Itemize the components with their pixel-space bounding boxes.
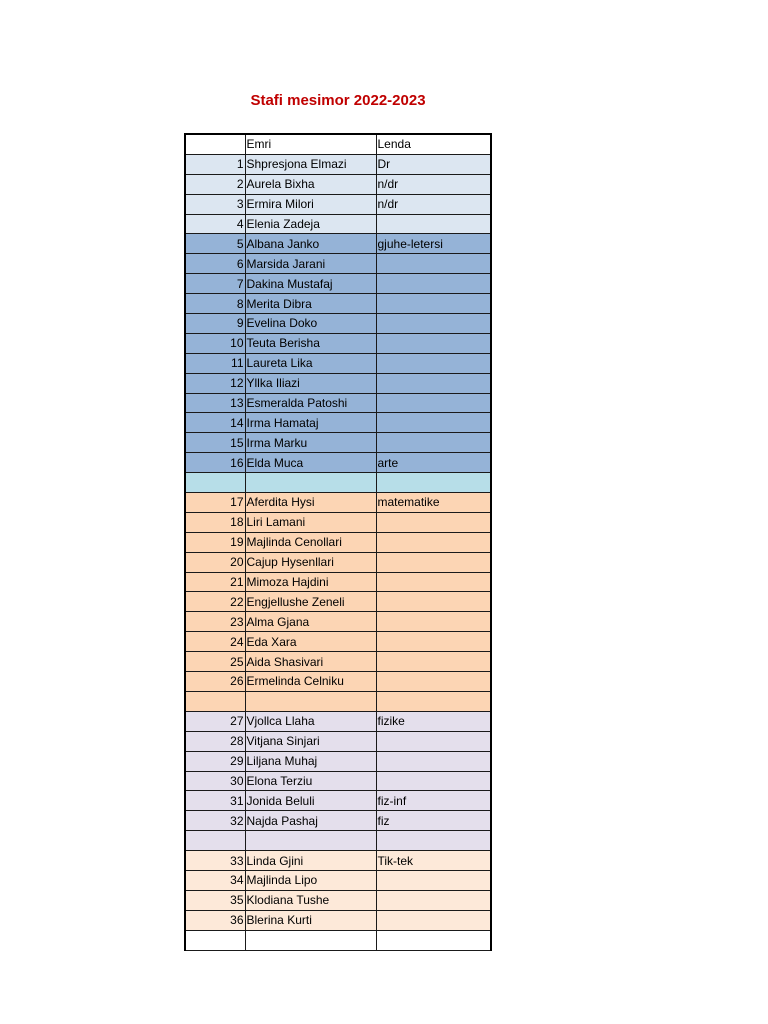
cell-subject xyxy=(376,333,491,353)
cell-number: 27 xyxy=(185,711,245,731)
cell-number: 24 xyxy=(185,632,245,652)
cell-name: Yllka Iliazi xyxy=(245,373,376,393)
cell-name xyxy=(245,831,376,851)
cell-number: 35 xyxy=(185,890,245,910)
cell-number: 13 xyxy=(185,393,245,413)
cell-name: Teuta Berisha xyxy=(245,333,376,353)
cell-name: Aurela Bixha xyxy=(245,174,376,194)
cell-number xyxy=(185,473,245,493)
cell-subject: Tik-tek xyxy=(376,851,491,871)
cell-number: 20 xyxy=(185,552,245,572)
cell-name: Elona Terziu xyxy=(245,771,376,791)
cell-subject xyxy=(376,314,491,334)
table-row xyxy=(185,691,491,711)
cell-subject xyxy=(376,930,491,950)
cell-name: Marsida Jarani xyxy=(245,254,376,274)
cell-number xyxy=(185,831,245,851)
cell-subject: fiz xyxy=(376,811,491,831)
table-row xyxy=(185,791,491,811)
cell-number: 9 xyxy=(185,314,245,334)
cell-name: Irma Hamataj xyxy=(245,413,376,433)
cell-subject: gjuhe-letersi xyxy=(376,234,491,254)
cell-name: Evelina Doko xyxy=(245,314,376,334)
cell-number: 32 xyxy=(185,811,245,831)
cell-name: Aida Shasivari xyxy=(245,652,376,672)
cell-subject xyxy=(376,751,491,771)
table-row xyxy=(185,910,491,930)
cell-number: 16 xyxy=(185,453,245,473)
cell-number: 30 xyxy=(185,771,245,791)
cell-number xyxy=(185,930,245,950)
cell-name: Vitjana Sinjari xyxy=(245,731,376,751)
cell-number: 18 xyxy=(185,512,245,532)
cell-number: 11 xyxy=(185,353,245,373)
cell-subject xyxy=(376,592,491,612)
cell-number: 8 xyxy=(185,294,245,314)
cell-subject xyxy=(376,214,491,234)
cell-subject xyxy=(376,612,491,632)
table-row xyxy=(185,512,491,532)
cell-subject: n/dr xyxy=(376,194,491,214)
table-row xyxy=(185,413,491,433)
cell-number: 5 xyxy=(185,234,245,254)
cell-subject xyxy=(376,473,491,493)
table-row xyxy=(185,711,491,731)
table-row xyxy=(185,771,491,791)
table-row xyxy=(185,294,491,314)
table-row xyxy=(185,731,491,751)
cell-subject xyxy=(376,433,491,453)
page-title: Stafi mesimor 2022-2023 xyxy=(250,92,426,109)
cell-number: 7 xyxy=(185,274,245,294)
table-row xyxy=(185,532,491,552)
cell-name: Eda Xara xyxy=(245,632,376,652)
table-row xyxy=(185,473,491,493)
cell-subject xyxy=(376,552,491,572)
cell-name: Irma Marku xyxy=(245,433,376,453)
cell-name: Elda Muca xyxy=(245,453,376,473)
cell-number: 6 xyxy=(185,254,245,274)
cell-subject xyxy=(376,632,491,652)
table-row xyxy=(185,214,491,234)
cell-number: 29 xyxy=(185,751,245,771)
table-row xyxy=(185,314,491,334)
cell-name: Albana Janko xyxy=(245,234,376,254)
table-row xyxy=(185,930,491,950)
header-cell-subject: Lenda xyxy=(376,134,491,154)
cell-number: 25 xyxy=(185,652,245,672)
cell-number: 12 xyxy=(185,373,245,393)
cell-name xyxy=(245,473,376,493)
table-row xyxy=(185,453,491,473)
header-cell-name: Emri xyxy=(245,134,376,154)
cell-subject xyxy=(376,731,491,751)
cell-subject xyxy=(376,532,491,552)
cell-subject: Dr xyxy=(376,154,491,174)
cell-subject xyxy=(376,254,491,274)
cell-name: Merita Dibra xyxy=(245,294,376,314)
cell-number: 4 xyxy=(185,214,245,234)
cell-subject xyxy=(376,413,491,433)
header-cell-number xyxy=(185,134,245,154)
table-row xyxy=(185,831,491,851)
cell-subject: fizike xyxy=(376,711,491,731)
table-row xyxy=(185,174,491,194)
cell-number: 15 xyxy=(185,433,245,453)
cell-name: Vjollca Llaha xyxy=(245,711,376,731)
cell-number: 14 xyxy=(185,413,245,433)
cell-number: 1 xyxy=(185,154,245,174)
table-row xyxy=(185,751,491,771)
cell-name: Blerina Kurti xyxy=(245,910,376,930)
cell-name: Ermelinda Celniku xyxy=(245,672,376,692)
cell-name: Liljana Muhaj xyxy=(245,751,376,771)
cell-subject xyxy=(376,294,491,314)
table-row xyxy=(185,333,491,353)
table-row xyxy=(185,254,491,274)
cell-name: Aferdita Hysi xyxy=(245,493,376,513)
table-row xyxy=(185,493,491,513)
table-header-row xyxy=(185,134,491,154)
cell-name: Mimoza Hajdini xyxy=(245,572,376,592)
table-row xyxy=(185,851,491,871)
cell-number: 23 xyxy=(185,612,245,632)
cell-name: Dakina Mustafaj xyxy=(245,274,376,294)
cell-subject xyxy=(376,870,491,890)
cell-name xyxy=(245,691,376,711)
cell-subject xyxy=(376,393,491,413)
table-row xyxy=(185,274,491,294)
table-row xyxy=(185,234,491,254)
cell-number xyxy=(185,691,245,711)
cell-name: Laureta Lika xyxy=(245,353,376,373)
cell-subject xyxy=(376,771,491,791)
cell-name: Esmeralda Patoshi xyxy=(245,393,376,413)
table-row xyxy=(185,552,491,572)
cell-name: Jonida Beluli xyxy=(245,791,376,811)
cell-name: Linda Gjini xyxy=(245,851,376,871)
cell-name: Shpresjona Elmazi xyxy=(245,154,376,174)
cell-number: 10 xyxy=(185,333,245,353)
table-row xyxy=(185,672,491,692)
cell-subject xyxy=(376,691,491,711)
cell-subject xyxy=(376,353,491,373)
cell-subject xyxy=(376,652,491,672)
cell-subject xyxy=(376,831,491,851)
cell-name: Elenia Zadeja xyxy=(245,214,376,234)
cell-subject: matematike xyxy=(376,493,491,513)
cell-subject: fiz-inf xyxy=(376,791,491,811)
cell-number: 21 xyxy=(185,572,245,592)
table-row xyxy=(185,373,491,393)
table-row xyxy=(185,811,491,831)
table-row xyxy=(185,652,491,672)
cell-subject: n/dr xyxy=(376,174,491,194)
table-row xyxy=(185,393,491,413)
table-row xyxy=(185,154,491,174)
cell-name: Najda Pashaj xyxy=(245,811,376,831)
cell-subject: arte xyxy=(376,453,491,473)
cell-subject xyxy=(376,512,491,532)
cell-name: Klodiana Tushe xyxy=(245,890,376,910)
cell-number: 28 xyxy=(185,731,245,751)
cell-name: Majlinda Lipo xyxy=(245,870,376,890)
cell-name: Engjellushe Zeneli xyxy=(245,592,376,612)
cell-number: 2 xyxy=(185,174,245,194)
cell-name: Liri Lamani xyxy=(245,512,376,532)
table-row xyxy=(185,890,491,910)
cell-subject xyxy=(376,672,491,692)
staff-table xyxy=(184,133,492,951)
cell-number: 22 xyxy=(185,592,245,612)
table-row xyxy=(185,572,491,592)
cell-number: 36 xyxy=(185,910,245,930)
cell-name: Cajup Hysenllari xyxy=(245,552,376,572)
cell-name: Alma Gjana xyxy=(245,612,376,632)
table-row xyxy=(185,194,491,214)
cell-number: 17 xyxy=(185,493,245,513)
cell-subject xyxy=(376,890,491,910)
cell-number: 34 xyxy=(185,870,245,890)
cell-number: 31 xyxy=(185,791,245,811)
cell-number: 26 xyxy=(185,672,245,692)
table-row xyxy=(185,353,491,373)
cell-name xyxy=(245,930,376,950)
cell-subject xyxy=(376,572,491,592)
table-row xyxy=(185,870,491,890)
cell-subject xyxy=(376,910,491,930)
cell-number: 19 xyxy=(185,532,245,552)
cell-subject xyxy=(376,373,491,393)
cell-number: 3 xyxy=(185,194,245,214)
cell-name: Majlinda Cenollari xyxy=(245,532,376,552)
table-row xyxy=(185,612,491,632)
table-row xyxy=(185,632,491,652)
cell-number: 33 xyxy=(185,851,245,871)
table-row xyxy=(185,433,491,453)
table-row xyxy=(185,592,491,612)
cell-name: Ermira Milori xyxy=(245,194,376,214)
cell-subject xyxy=(376,274,491,294)
